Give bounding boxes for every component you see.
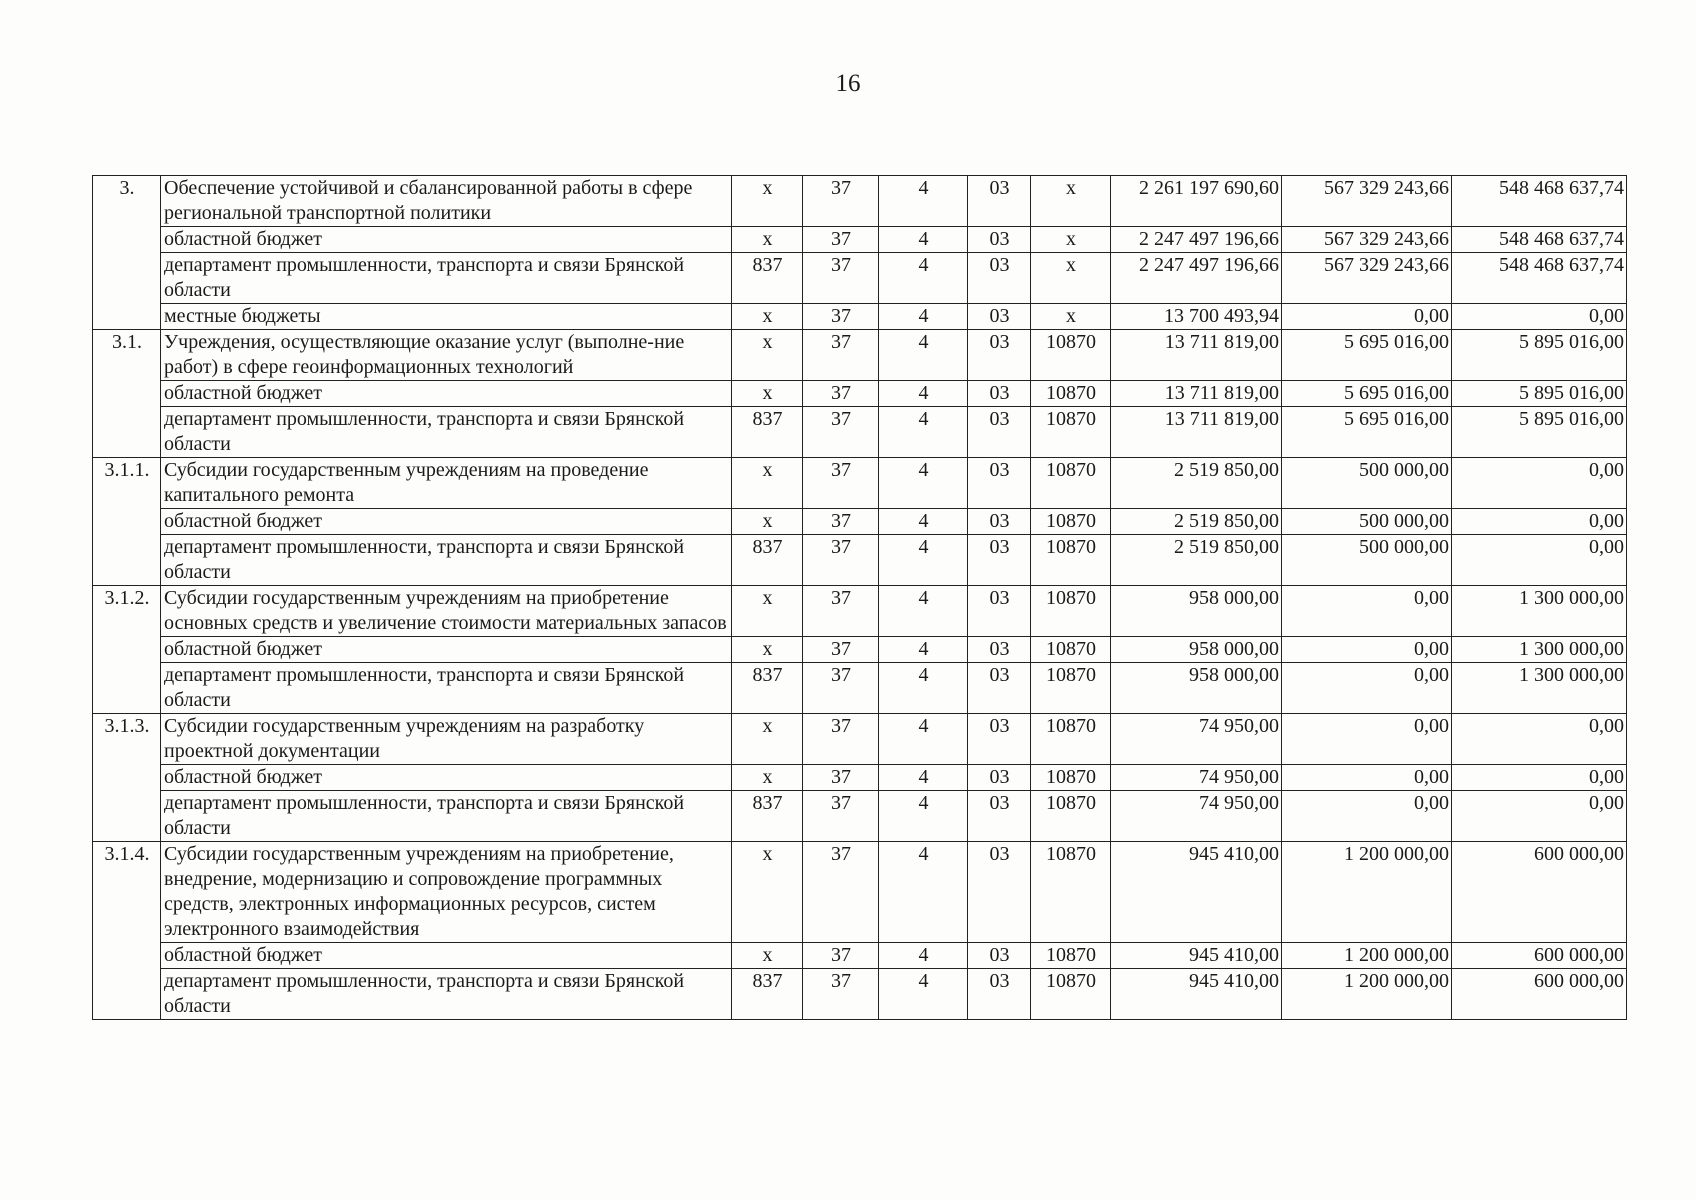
amount-cell: 0,00 xyxy=(1282,765,1452,791)
code-direction-cell: 10870 xyxy=(1031,586,1111,637)
code-direction-cell: 10870 xyxy=(1031,791,1111,842)
amount-cell: 1 300 000,00 xyxy=(1452,663,1627,714)
code-direction-cell: 10870 xyxy=(1031,509,1111,535)
code-program-cell: 37 xyxy=(803,381,879,407)
item-name-cell: Субсидии государственным учреждениям на проведение капитального ремонта xyxy=(161,458,732,509)
amount-cell: 567 329 243,66 xyxy=(1282,176,1452,227)
code-admin-cell: 837 xyxy=(732,791,803,842)
code-subprogram-cell: 4 xyxy=(879,381,968,407)
item-name-cell: Субсидии государственным учреждениям на приобретение, внедрение, модернизацию и сопровождение программных средств, электронных информационных ресурсов, систем электронного взаимодействия xyxy=(161,842,732,943)
code-subprogram-cell: 4 xyxy=(879,509,968,535)
code-direction-cell: 10870 xyxy=(1031,714,1111,765)
amount-cell: 5 895 016,00 xyxy=(1452,330,1627,381)
table-row xyxy=(93,227,1627,253)
amount-cell: 13 711 819,00 xyxy=(1111,407,1282,458)
code-program-cell: 37 xyxy=(803,663,879,714)
code-direction-cell: 10870 xyxy=(1031,842,1111,943)
code-subprogram-cell: 4 xyxy=(879,943,968,969)
item-number-cell: 3.1.3. xyxy=(93,714,161,842)
amount-cell: 945 410,00 xyxy=(1111,842,1282,943)
amount-cell: 13 700 493,94 xyxy=(1111,304,1282,330)
amount-cell: 600 000,00 xyxy=(1452,969,1627,1020)
amount-cell: 600 000,00 xyxy=(1452,943,1627,969)
code-program-cell: 37 xyxy=(803,586,879,637)
item-name-cell: департамент промышленности, транспорта и связи Брянской области xyxy=(161,663,732,714)
amount-cell: 2 519 850,00 xyxy=(1111,458,1282,509)
code-subprogram-cell: 4 xyxy=(879,663,968,714)
code-direction-cell: 10870 xyxy=(1031,330,1111,381)
amount-cell: 2 519 850,00 xyxy=(1111,509,1282,535)
table-row xyxy=(93,535,1627,586)
amount-cell: 2 247 497 196,66 xyxy=(1111,227,1282,253)
code-direction-cell: 10870 xyxy=(1031,407,1111,458)
table-row xyxy=(93,943,1627,969)
code-section-cell: 03 xyxy=(968,586,1031,637)
table-row xyxy=(93,586,1627,637)
code-direction-cell: 10870 xyxy=(1031,381,1111,407)
code-program-cell: 37 xyxy=(803,304,879,330)
item-name-cell: Субсидии государственным учреждениям на разработку проектной документации xyxy=(161,714,732,765)
code-section-cell: 03 xyxy=(968,176,1031,227)
code-direction-cell: х xyxy=(1031,304,1111,330)
table-row xyxy=(93,663,1627,714)
code-subprogram-cell: 4 xyxy=(879,227,968,253)
amount-cell: 1 300 000,00 xyxy=(1452,637,1627,663)
amount-cell: 958 000,00 xyxy=(1111,586,1282,637)
code-section-cell: 03 xyxy=(968,253,1031,304)
table-row xyxy=(93,714,1627,765)
table-row xyxy=(93,407,1627,458)
item-name-cell: областной бюджет xyxy=(161,765,732,791)
code-section-cell: 03 xyxy=(968,227,1031,253)
budget-table xyxy=(92,175,1627,1020)
amount-cell: 0,00 xyxy=(1452,535,1627,586)
amount-cell: 500 000,00 xyxy=(1282,509,1452,535)
item-name-cell: Учреждения, осуществляющие оказание услуг (выполне-ние работ) в сфере геоинформационных технологий xyxy=(161,330,732,381)
code-subprogram-cell: 4 xyxy=(879,253,968,304)
item-number-cell: 3.1. xyxy=(93,330,161,458)
amount-cell: 13 711 819,00 xyxy=(1111,330,1282,381)
code-admin-cell: х xyxy=(732,637,803,663)
amount-cell: 0,00 xyxy=(1452,791,1627,842)
code-admin-cell: х xyxy=(732,509,803,535)
table-row xyxy=(93,842,1627,943)
item-number-cell: 3.1.1. xyxy=(93,458,161,586)
amount-cell: 0,00 xyxy=(1282,663,1452,714)
code-admin-cell: х xyxy=(732,943,803,969)
amount-cell: 1 300 000,00 xyxy=(1452,586,1627,637)
code-section-cell: 03 xyxy=(968,509,1031,535)
code-program-cell: 37 xyxy=(803,176,879,227)
code-section-cell: 03 xyxy=(968,458,1031,509)
code-section-cell: 03 xyxy=(968,535,1031,586)
amount-cell: 945 410,00 xyxy=(1111,969,1282,1020)
code-section-cell: 03 xyxy=(968,842,1031,943)
code-section-cell: 03 xyxy=(968,381,1031,407)
amount-cell: 74 950,00 xyxy=(1111,714,1282,765)
amount-cell: 5 695 016,00 xyxy=(1282,330,1452,381)
amount-cell: 0,00 xyxy=(1452,304,1627,330)
code-direction-cell: 10870 xyxy=(1031,637,1111,663)
table-row xyxy=(93,381,1627,407)
table-row xyxy=(93,253,1627,304)
code-admin-cell: 837 xyxy=(732,535,803,586)
code-program-cell: 37 xyxy=(803,765,879,791)
code-subprogram-cell: 4 xyxy=(879,791,968,842)
amount-cell: 0,00 xyxy=(1282,791,1452,842)
table-row xyxy=(93,176,1627,227)
code-section-cell: 03 xyxy=(968,330,1031,381)
amount-cell: 0,00 xyxy=(1282,714,1452,765)
amount-cell: 5 695 016,00 xyxy=(1282,381,1452,407)
code-section-cell: 03 xyxy=(968,407,1031,458)
amount-cell: 2 247 497 196,66 xyxy=(1111,253,1282,304)
code-section-cell: 03 xyxy=(968,943,1031,969)
amount-cell: 567 329 243,66 xyxy=(1282,227,1452,253)
table-row xyxy=(93,304,1627,330)
code-direction-cell: 10870 xyxy=(1031,969,1111,1020)
amount-cell: 74 950,00 xyxy=(1111,791,1282,842)
item-name-cell: областной бюджет xyxy=(161,943,732,969)
code-admin-cell: х xyxy=(732,458,803,509)
code-direction-cell: 10870 xyxy=(1031,663,1111,714)
code-admin-cell: х xyxy=(732,842,803,943)
amount-cell: 1 200 000,00 xyxy=(1282,969,1452,1020)
item-name-cell: областной бюджет xyxy=(161,227,732,253)
code-direction-cell: 10870 xyxy=(1031,943,1111,969)
code-program-cell: 37 xyxy=(803,458,879,509)
item-number-cell: 3.1.2. xyxy=(93,586,161,714)
amount-cell: 5 895 016,00 xyxy=(1452,407,1627,458)
code-program-cell: 37 xyxy=(803,791,879,842)
amount-cell: 0,00 xyxy=(1452,714,1627,765)
table-row xyxy=(93,458,1627,509)
code-program-cell: 37 xyxy=(803,227,879,253)
code-program-cell: 37 xyxy=(803,535,879,586)
amount-cell: 548 468 637,74 xyxy=(1452,253,1627,304)
page-number: 16 xyxy=(835,70,861,97)
table-row xyxy=(93,330,1627,381)
amount-cell: 567 329 243,66 xyxy=(1282,253,1452,304)
amount-cell: 500 000,00 xyxy=(1282,535,1452,586)
code-program-cell: 37 xyxy=(803,509,879,535)
amount-cell: 1 200 000,00 xyxy=(1282,943,1452,969)
code-subprogram-cell: 4 xyxy=(879,637,968,663)
amount-cell: 548 468 637,74 xyxy=(1452,176,1627,227)
amount-cell: 548 468 637,74 xyxy=(1452,227,1627,253)
code-subprogram-cell: 4 xyxy=(879,765,968,791)
code-program-cell: 37 xyxy=(803,969,879,1020)
code-subprogram-cell: 4 xyxy=(879,176,968,227)
code-direction-cell: 10870 xyxy=(1031,765,1111,791)
code-subprogram-cell: 4 xyxy=(879,586,968,637)
code-direction-cell: х xyxy=(1031,227,1111,253)
code-admin-cell: 837 xyxy=(732,407,803,458)
code-program-cell: 37 xyxy=(803,407,879,458)
code-admin-cell: 837 xyxy=(732,969,803,1020)
table-body xyxy=(93,176,1627,1020)
item-name-cell: департамент промышленности, транспорта и связи Брянской области xyxy=(161,535,732,586)
amount-cell: 0,00 xyxy=(1452,509,1627,535)
code-admin-cell: х xyxy=(732,227,803,253)
amount-cell: 2 519 850,00 xyxy=(1111,535,1282,586)
item-number-cell: 3. xyxy=(93,176,161,330)
code-admin-cell: 837 xyxy=(732,253,803,304)
amount-cell: 5 695 016,00 xyxy=(1282,407,1452,458)
code-admin-cell: х xyxy=(732,765,803,791)
code-program-cell: 37 xyxy=(803,842,879,943)
amount-cell: 0,00 xyxy=(1452,458,1627,509)
code-subprogram-cell: 4 xyxy=(879,969,968,1020)
code-section-cell: 03 xyxy=(968,663,1031,714)
code-subprogram-cell: 4 xyxy=(879,407,968,458)
item-name-cell: областной бюджет xyxy=(161,381,732,407)
amount-cell: 13 711 819,00 xyxy=(1111,381,1282,407)
amount-cell: 2 261 197 690,60 xyxy=(1111,176,1282,227)
code-admin-cell: х xyxy=(732,304,803,330)
code-program-cell: 37 xyxy=(803,330,879,381)
code-admin-cell: х xyxy=(732,714,803,765)
code-subprogram-cell: 4 xyxy=(879,458,968,509)
item-number-cell: 3.1.4. xyxy=(93,842,161,1020)
table-row xyxy=(93,637,1627,663)
amount-cell: 0,00 xyxy=(1282,637,1452,663)
code-program-cell: 37 xyxy=(803,253,879,304)
item-name-cell: департамент промышленности, транспорта и связи Брянской области xyxy=(161,969,732,1020)
amount-cell: 500 000,00 xyxy=(1282,458,1452,509)
code-section-cell: 03 xyxy=(968,714,1031,765)
item-name-cell: областной бюджет xyxy=(161,509,732,535)
amount-cell: 0,00 xyxy=(1282,304,1452,330)
table-row xyxy=(93,509,1627,535)
code-section-cell: 03 xyxy=(968,637,1031,663)
amount-cell: 1 200 000,00 xyxy=(1282,842,1452,943)
code-admin-cell: х xyxy=(732,586,803,637)
code-subprogram-cell: 4 xyxy=(879,304,968,330)
code-direction-cell: х xyxy=(1031,253,1111,304)
amount-cell: 5 895 016,00 xyxy=(1452,381,1627,407)
code-subprogram-cell: 4 xyxy=(879,330,968,381)
item-name-cell: департамент промышленности, транспорта и связи Брянской области xyxy=(161,253,732,304)
code-direction-cell: 10870 xyxy=(1031,458,1111,509)
code-section-cell: 03 xyxy=(968,969,1031,1020)
code-program-cell: 37 xyxy=(803,637,879,663)
amount-cell: 958 000,00 xyxy=(1111,637,1282,663)
code-subprogram-cell: 4 xyxy=(879,714,968,765)
amount-cell: 0,00 xyxy=(1282,586,1452,637)
item-name-cell: областной бюджет xyxy=(161,637,732,663)
code-section-cell: 03 xyxy=(968,304,1031,330)
item-name-cell: департамент промышленности, транспорта и связи Брянской области xyxy=(161,407,732,458)
code-admin-cell: х xyxy=(732,330,803,381)
item-name-cell: Субсидии государственным учреждениям на приобретение основных средств и увеличение стоимости материальных запасов xyxy=(161,586,732,637)
amount-cell: 0,00 xyxy=(1452,765,1627,791)
amount-cell: 74 950,00 xyxy=(1111,765,1282,791)
code-direction-cell: х xyxy=(1031,176,1111,227)
code-section-cell: 03 xyxy=(968,765,1031,791)
code-section-cell: 03 xyxy=(968,791,1031,842)
amount-cell: 600 000,00 xyxy=(1452,842,1627,943)
code-direction-cell: 10870 xyxy=(1031,535,1111,586)
table-row xyxy=(93,969,1627,1020)
amount-cell: 945 410,00 xyxy=(1111,943,1282,969)
code-admin-cell: х xyxy=(732,176,803,227)
code-admin-cell: 837 xyxy=(732,663,803,714)
code-subprogram-cell: 4 xyxy=(879,535,968,586)
item-name-cell: местные бюджеты xyxy=(161,304,732,330)
code-admin-cell: х xyxy=(732,381,803,407)
amount-cell: 958 000,00 xyxy=(1111,663,1282,714)
code-program-cell: 37 xyxy=(803,714,879,765)
table-row xyxy=(93,791,1627,842)
code-program-cell: 37 xyxy=(803,943,879,969)
code-subprogram-cell: 4 xyxy=(879,842,968,943)
item-name-cell: департамент промышленности, транспорта и связи Брянской области xyxy=(161,791,732,842)
table-row xyxy=(93,765,1627,791)
item-name-cell: Обеспечение устойчивой и сбалансированной работы в сфере региональной транспортной политики xyxy=(161,176,732,227)
